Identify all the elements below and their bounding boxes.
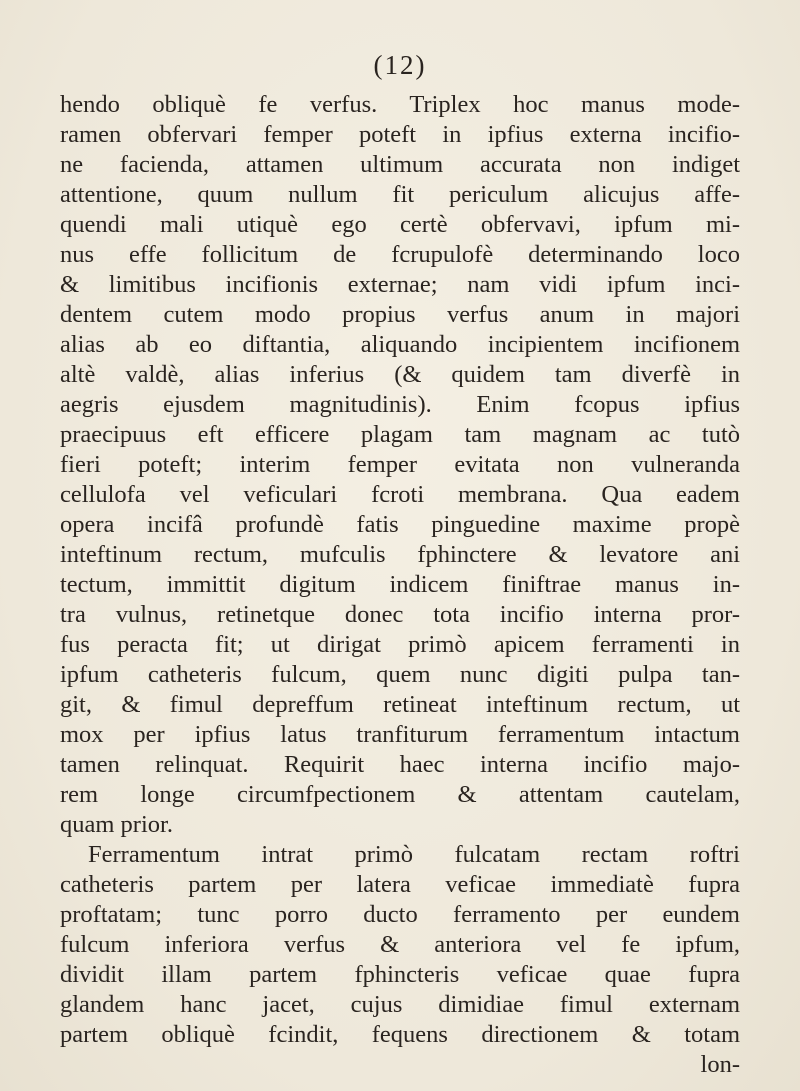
text-line: rem longe circumfpectionem & attentam cautelam, [60, 781, 740, 808]
text-line: ne facienda, attamen ultimum accurata non indiget [60, 151, 740, 178]
text-line: attentione, quum nullum fit periculum alicujus affe- [60, 181, 740, 208]
text-line: hendo obliquè fe verfus. Triplex hoc manus mode- [60, 91, 740, 118]
text-line: fus peracta fit; ut dirigat primò apicem ferramenti in [60, 631, 740, 658]
text-line: aegris ejusdem magnitudinis). Enim fcopus ipfius [60, 391, 740, 418]
text-line: quendi mali utiquè ego certè obfervavi, ipfum mi- [60, 211, 740, 238]
text-line: ramen obfervari femper poteft in ipfius externa incifio- [60, 121, 740, 148]
text-line: praecipuus eft efficere plagam tam magnam ac tutò [60, 421, 740, 448]
text-line: tamen relinquat. Requirit haec interna incifio majo- [60, 751, 740, 778]
text-line: tectum, immittit digitum indicem finiftrae manus in- [60, 571, 740, 598]
page-number: (12) [373, 50, 427, 80]
text-line: fieri poteft; interim femper evitata non vulneranda [60, 451, 740, 478]
text-line: opera incifâ profundè fatis pinguedine maxime propè [60, 511, 740, 538]
text-line: fulcum inferiora verfus & anteriora vel fe ipfum, [60, 931, 740, 958]
text-line: glandem hanc jacet, cujus dimidiae fimul externam [60, 991, 740, 1018]
text-line: dentem cutem modo propius verfus anum in majori [60, 301, 740, 328]
text-line: partem obliquè fcindit, fequens directionem & totam [60, 1021, 740, 1048]
text-line: ipfum catheteris fulcum, quem nunc digiti pulpa tan- [60, 661, 740, 688]
text-line: & limitibus incifionis externae; nam vidi ipfum inci- [60, 271, 740, 298]
text-line: dividit illam partem fphincteris veficae quae fupra [60, 961, 740, 988]
text-line: mox per ipfius latus tranfiturum ferramentum intactum [60, 721, 740, 748]
text-line: proftatam; tunc porro ducto ferramento per eundem [60, 901, 740, 928]
text-line: git, & fimul depreffum retineat inteftinum rectum, ut [60, 691, 740, 718]
text-line: Ferramentum intrat primò fulcatam rectam roftri [88, 841, 740, 868]
text-line: tra vulnus, retinetque donec tota incifio interna pror- [60, 601, 740, 628]
catchword: lon- [700, 1051, 740, 1078]
text-line: alias ab eo diftantia, aliquando incipientem incifionem [60, 331, 740, 358]
text-line: nus effe follicitum de fcrupulofè determinando loco [60, 241, 740, 268]
text-line: altè valdè, alias inferius (& quidem tam diverfè in [60, 361, 740, 388]
text-line: quam prior. [60, 811, 173, 838]
text-line: inteftinum rectum, mufculis fphinctere & levatore ani [60, 541, 740, 568]
text-line: catheteris partem per latera veficae immediatè fupra [60, 871, 740, 898]
text-line: cellulofa vel veficulari fcroti membrana. Qua eadem [60, 481, 740, 508]
